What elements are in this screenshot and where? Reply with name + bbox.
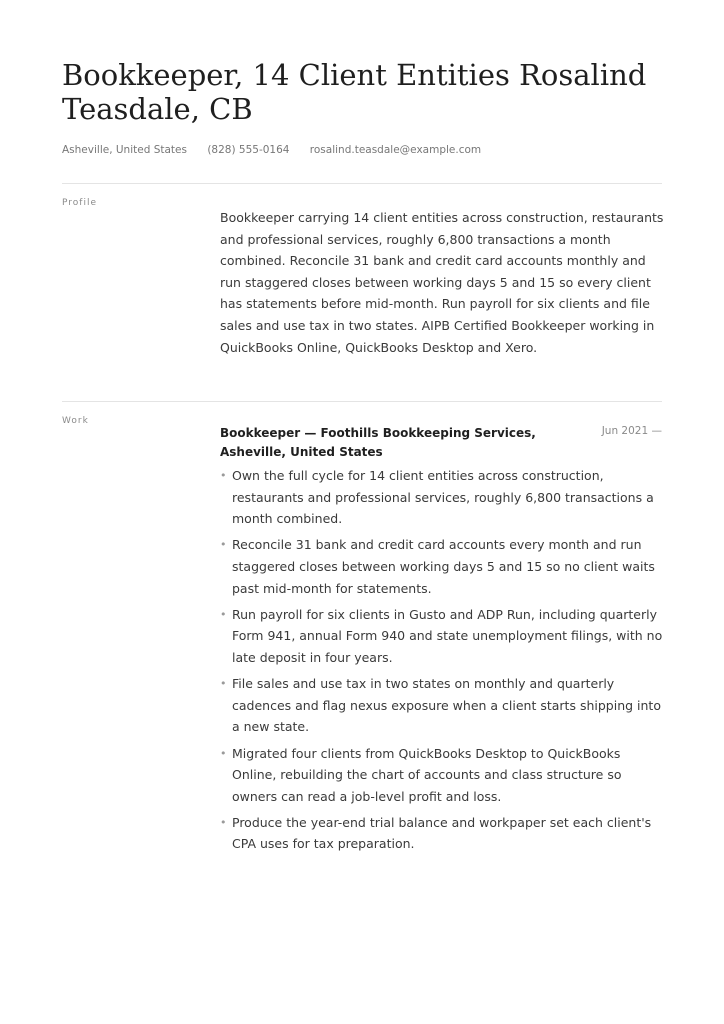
job-dates: Jun 2021 — [601,425,662,437]
job-bullet [220,673,666,738]
contact-phone: (828) 555-0164 [207,144,290,156]
work-section-label: Work [62,416,89,426]
job-bullet-list [220,465,666,860]
bullet-text: Own the full cycle for 14 client entities across construction, restaurants and professional services, roughly 6,800 transactions a month combined. [232,468,654,527]
candidate-name: Bookkeeper, 14 Client Entities Rosalind Teasdale, CB [62,58,647,126]
contact-email: rosalind.teasdale@example.com [309,144,482,156]
bullet-text: Run payroll for six clients in Gusto and ADP Run, including quarterly Form 941, annual Form 940 and state unemployment filings, with no late deposit in four years. [232,606,663,665]
contact-line [62,144,662,156]
job-bullet [220,604,666,669]
job-bullet [220,812,666,855]
bullet-text: Migrated four clients from QuickBooks Desktop to QuickBooks Online, rebuilding the chart of accounts and class structure so owners can read a job-level profit and loss. [232,745,622,804]
bullet-text: File sales and use tax in two states on monthly and quarterly cadences and flag nexus exposure when a client starts shipping into a new state. [232,676,661,735]
bullet-dot-icon: • [220,815,227,829]
bullet-dot-icon: • [220,607,227,621]
job-header [220,424,662,461]
bullet-dot-icon: • [220,538,227,552]
profile-summary: Bookkeeper carrying 14 client entities across construction, restaurants and professional services, roughly 6,800 transactions a month combined. Reconcile 31 bank and credit card accounts monthly and run staggered closes between working days 5 and 15 so every client has statements before mid-month. Run payroll for six clients and file sales and use tax in two states. AIPB Certified Bookkeeper working in QuickBooks Online, QuickBooks Desktop and Xero. [220,210,664,355]
profile-section-label: Profile [62,198,97,208]
section-divider [62,401,662,402]
bullet-dot-icon: • [220,746,227,760]
bullet-dot-icon: • [220,469,227,482]
job-bullet [220,534,666,599]
section-divider [62,183,662,184]
job-bullet [220,465,666,530]
job-title: Bookkeeper — Foothills Bookkeeping Services, Asheville, United States [220,426,536,459]
contact-location: Asheville, United States [62,144,187,156]
bullet-text: Produce the year-end trial balance and workpaper set each client's CPA uses for tax preparation. [232,814,652,852]
bullet-text: Reconcile 31 bank and credit card accounts every month and run staggered closes between working days 5 and 15 so no client waits past mid-month for statements. [232,537,655,596]
bullet-dot-icon: • [220,677,227,691]
job-bullet [220,743,666,808]
